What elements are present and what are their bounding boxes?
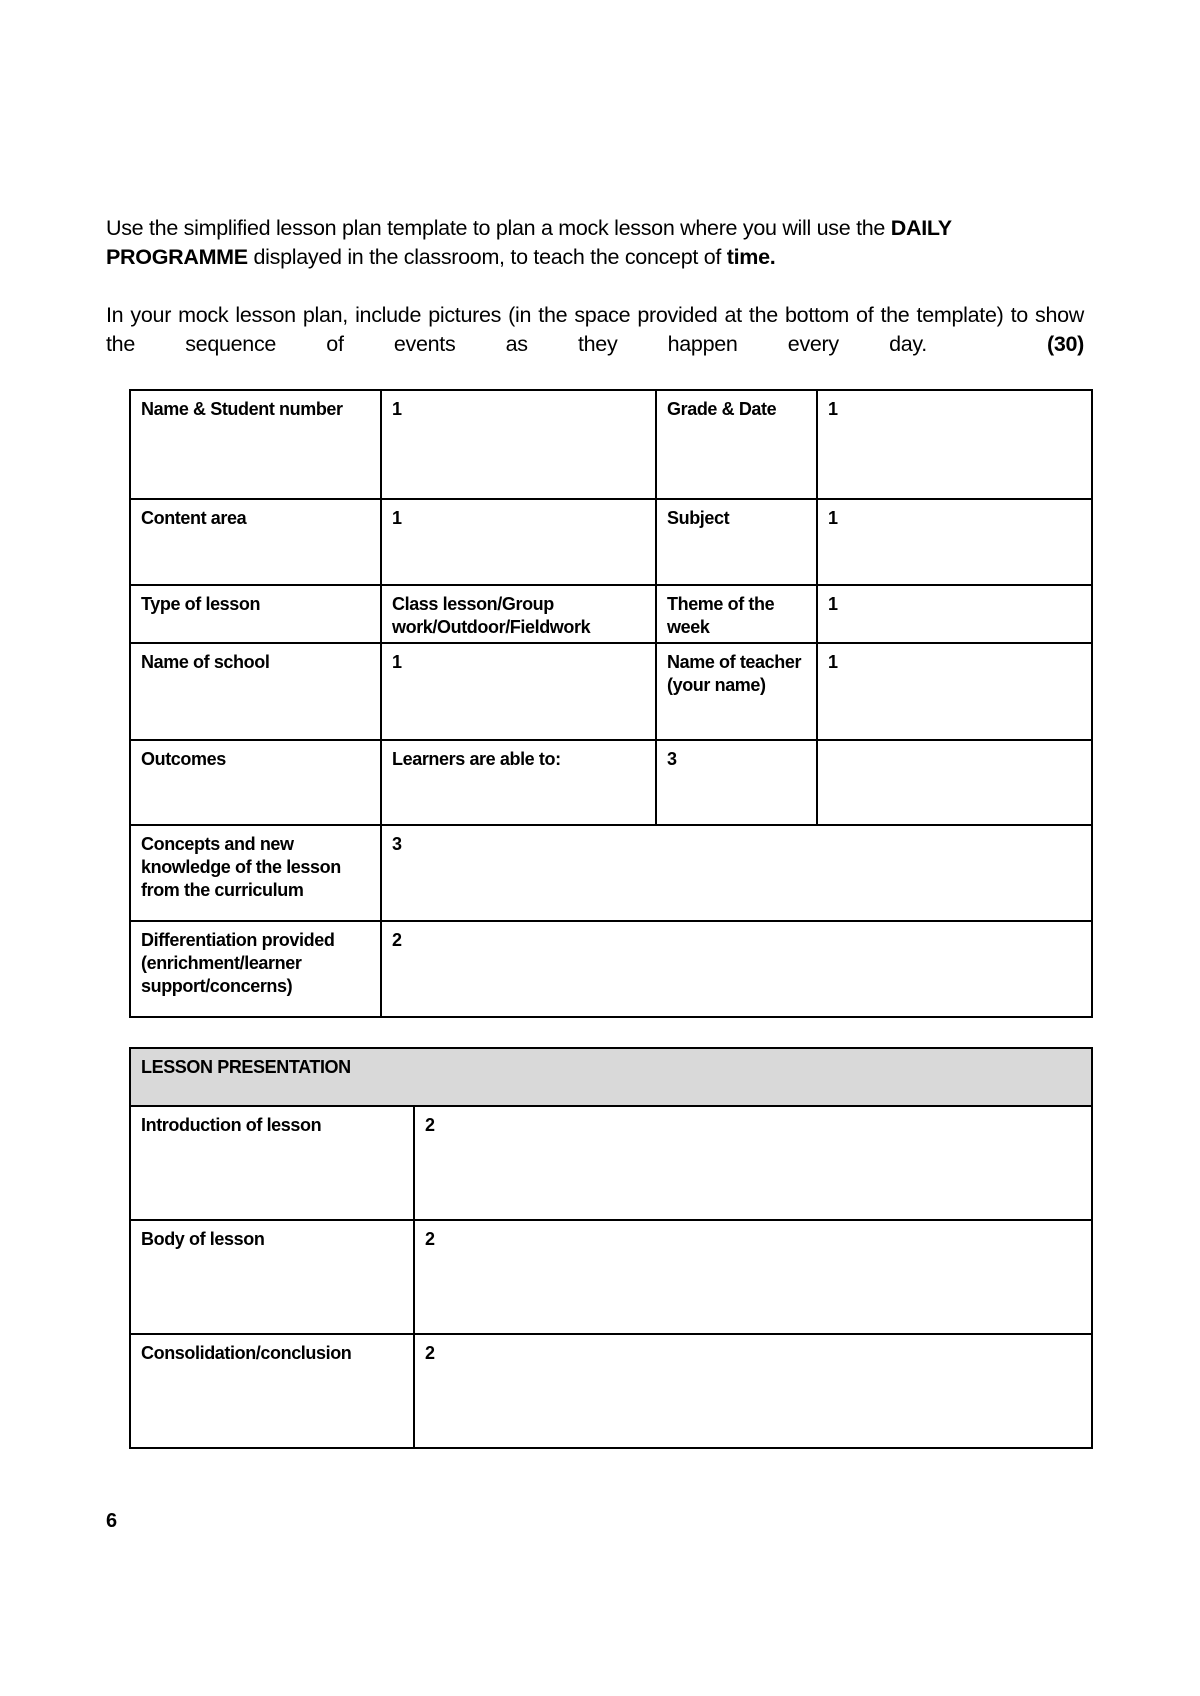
theme-of-week-label: Theme of the week — [656, 585, 817, 643]
consolidation-value[interactable]: 2 — [414, 1334, 1092, 1448]
introduction-label: Introduction of lesson — [130, 1106, 414, 1220]
name-student-number-label: Name & Student number — [130, 390, 381, 499]
content-area-value[interactable]: 1 — [381, 499, 656, 585]
introduction-value[interactable]: 2 — [414, 1106, 1092, 1220]
daily-programme-emphasis: DAILY PROGRAMME — [106, 216, 952, 269]
differentiation-label: Differentiation provided (enrichment/learner support/concerns) — [130, 921, 381, 1017]
grade-date-label: Grade & Date — [656, 390, 817, 499]
instructions-text: displayed in the classroom, to teach the concept of — [247, 245, 727, 269]
body-of-lesson-value[interactable]: 2 — [414, 1220, 1092, 1334]
instructions-text: In your mock lesson plan, include pictures (in the space provided at the bottom of the template) to show the sequence of events as they happen every day. — [106, 303, 1084, 356]
name-student-number-value[interactable]: 1 — [381, 390, 656, 499]
name-of-teacher-label: Name of teacher (your name) — [656, 643, 817, 740]
type-of-lesson-value[interactable]: Class lesson/Group work/Outdoor/Fieldwork — [381, 585, 656, 643]
type-of-lesson-label: Type of lesson — [130, 585, 381, 643]
outcomes-extra-cell[interactable] — [817, 740, 1092, 825]
grade-date-value[interactable]: 1 — [817, 390, 1092, 499]
differentiation-value[interactable]: 2 — [381, 921, 1092, 1017]
outcomes-label: Outcomes — [130, 740, 381, 825]
name-of-school-value[interactable]: 1 — [381, 643, 656, 740]
instructions-text: Use the simplified lesson plan template to plan a mock lesson where you will use the — [106, 216, 891, 240]
lesson-presentation-table — [129, 1047, 1093, 1449]
name-of-school-label: Name of school — [130, 643, 381, 740]
instructions-paragraph-1 — [106, 214, 1084, 272]
name-of-teacher-value[interactable]: 1 — [817, 643, 1092, 740]
subject-label: Subject — [656, 499, 817, 585]
total-marks: (30) — [1046, 332, 1084, 356]
lesson-plan-table — [129, 389, 1093, 1018]
consolidation-label: Consolidation/conclusion — [130, 1334, 414, 1448]
page-number: 6 — [106, 1510, 118, 1532]
outcomes-value[interactable]: Learners are able to: — [381, 740, 656, 825]
theme-of-week-value[interactable]: 1 — [817, 585, 1092, 643]
body-of-lesson-label: Body of lesson — [130, 1220, 414, 1334]
lesson-presentation-header: LESSON PRESENTATION — [130, 1048, 1092, 1106]
concepts-value[interactable]: 3 — [381, 825, 1092, 921]
content-area-label: Content area — [130, 499, 381, 585]
instructions-paragraph-2 — [106, 301, 1084, 359]
outcomes-marks[interactable]: 3 — [656, 740, 817, 825]
concepts-label: Concepts and new knowledge of the lesson from the curriculum — [130, 825, 381, 921]
subject-value[interactable]: 1 — [817, 499, 1092, 585]
time-emphasis: time. — [726, 245, 776, 269]
